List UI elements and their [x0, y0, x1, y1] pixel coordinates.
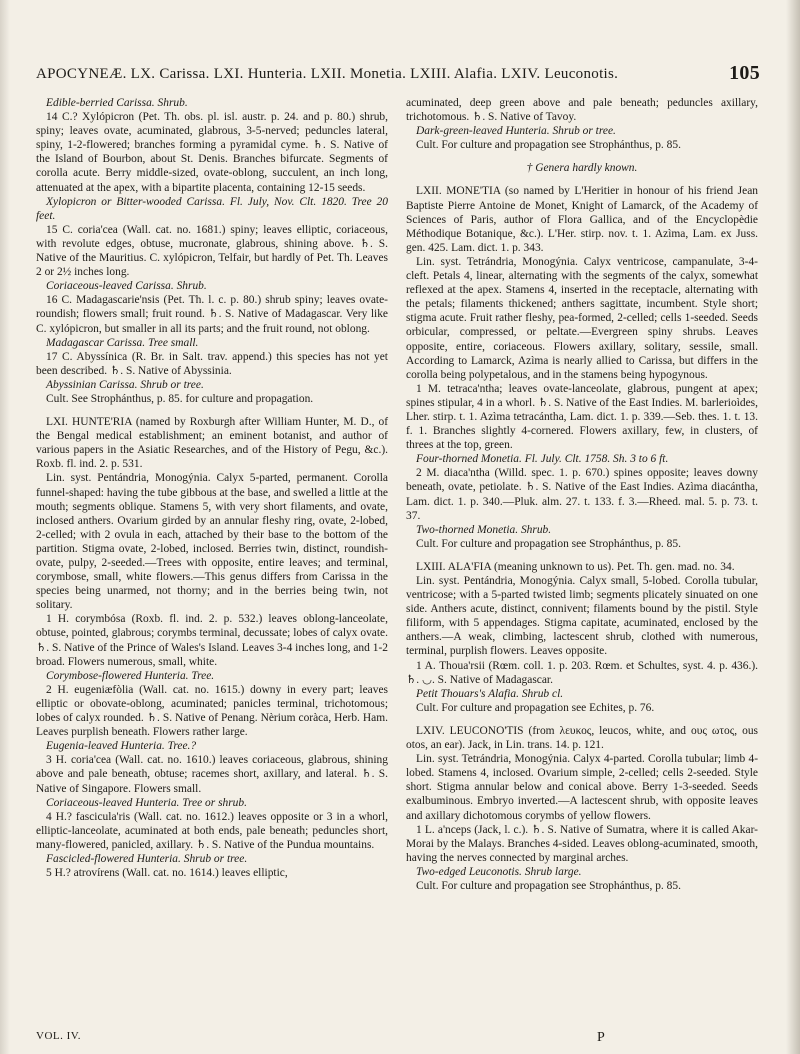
paragraph: Edible-berried Carissa. Shrub. — [46, 97, 188, 109]
paragraph: Dark-green-leaved Hunteria. Shrub or tree. — [416, 125, 616, 138]
paragraph: Abyssinian Carissa. Shrub or tree. — [46, 378, 204, 391]
paragraph: Two-edged Leuconotis. Shrub large. — [416, 865, 582, 878]
paragraph: Lin. syst. Pentándria, Monogýnia. Calyx small, 5-lobed. Corolla tubular, ventricose; with a 5-parted twisted limb; segments plicately sinuated on one side. Anthers acute, distinct, connivent; filaments bound by the pistil. Style filiform, with 5 appendages. Stigma capitate, acuminated, enclosed by the anthers.—A weak, climbing, lactescent shrub, clothed with numerous, terminal, purplish flowers. Leaves opposite. — [406, 575, 758, 658]
running-head — [36, 62, 760, 84]
running-head-text: APOCYNEÆ. LX. Carissa. LXI. Hunteria. LXII. Monetia. LXIII. Alafia. LXIV. Leuconotis. — [36, 66, 619, 82]
paragraph: 16 C. Madagascarie'nsis (Pet. Th. l. c. p. 80.) shrub spiny; leaves ovate-roundish; flowers small; fruit round. ♄. S. Native of Madagascar. Very like C. xylópicron, but smaller in all its parts; and the fruit round, not oblong. — [36, 294, 388, 335]
paragraph: Cult. For culture and propagation see Strophánthus, p. 85. — [416, 879, 681, 892]
volume-label: VOL. IV. — [36, 1030, 82, 1042]
genus-heading: LXIV. LEUCONO'TIS (from λευκος, leucos, white, and ους ωτος, ous otos, an ear). Jack, in Lin. trans. 14. p. 121. — [406, 724, 758, 752]
paragraph: 1 A. Thoua'rsii (Rœm. coll. 1. p. 203. Rœm. et Schultes, syst. 4. p. 436.). ♄. ◡. S. Native of Madagascar. — [406, 659, 758, 686]
page-edge-shadow — [786, 0, 800, 1054]
signature-mark: P — [597, 1030, 605, 1045]
paragraph: Eugenia-leaved Hunteria. Tree.? — [46, 740, 197, 753]
paragraph: Lin. syst. Tetrándria, Monogýnia. Calyx ventricose, campanulate, 3-4-cleft. Petals 4, linear, alternating with the segments of the calyx, somewhat reflexed at the apex. Stamens 4, inserted in the receptacle, alternating with the petals; filaments thickened; anthers sagittate, incumbent. Style short; stigma acute. Fruit rather fleshy, pea-formed, 2-celled; cells 1-seeded. Seeds orbicular, compressed, or peltate.—Evergreen spiny shrubs. Leaves opposite, entire, coriaceous. Flowers axillary, solitary, sessile, small. According to Lamarck, Azìma is nearly allied to Carissa, but differs in the corolla being polypetalous, and in the stamens being hypogynous. — [406, 255, 758, 381]
genus-heading: LXII. MONE'TIA (so named by L'Heritier in honour of his friend Jean Baptiste Pierre Antoine de Monet, Knight of Lamarck, of the Academy of Sciences of Paris, author of Flora Gallica, and of the Encyclopèdie Méthodique Botanique, &c.). L'Her. stirp. nov. t. 1. Azìma, Lam. ex Juss. gen. 425. Lam. dict. 1. p. 343. — [406, 185, 758, 254]
paragraph: Four-thorned Monetia. Fl. July. Clt. 1758. Sh. 3 to 6 ft. — [416, 453, 669, 466]
paragraph: Two-thorned Monetia. Shrub. — [416, 523, 552, 536]
paragraph: Xylopicron or Bitter-wooded Carissa. Fl. July, Nov. Clt. 1820. Tree 20 feet. — [36, 195, 388, 222]
paragraph: Madagascar Carissa. Tree small. — [46, 336, 199, 349]
paragraph: 5 H.? atrovírens (Wall. cat. no. 1614.) leaves elliptic, — [46, 867, 288, 880]
paragraph: Coriaceous-leaved Hunteria. Tree or shrub. — [46, 796, 247, 809]
page-gutter-shadow — [0, 0, 10, 1054]
paragraph: 2 H. eugeniæfòlia (Wall. cat. no. 1615.) downy in every part; leaves elliptic or obovate-oblong, acuminated; panicles terminal, trichotomous; lobes of calyx rounded. ♄. S. Native of Penang. Nèrium coràca, Herb. Ham. Leaves purplish beneath. Flowers rather large. — [36, 683, 388, 739]
paragraph: Fascicled-flowered Hunteria. Shrub or tree. — [46, 852, 248, 865]
paragraph: 14 C.? Xylópicron (Pet. Th. obs. pl. isl. austr. p. 24. and p. 80.) shrub, spiny; leaves ovate, acuminated, glabrous, 3-5-nerved; peduncles lateral, spiny, 1-2-flowered; branches forming a pyramidal cyme. ♄. S. Native of the Island of Bourbon, about St. Denis. Branches bifurcate. Segments of corolla acute. Berry middle-sized, ovate-oblong, succulent, an inch long, attenuated at the apex, with a bipartite placenta, containing 12-15 seeds. — [36, 111, 388, 194]
section-heading: † Genera hardly known. — [526, 162, 638, 175]
paragraph: Lin. syst. Pentándria, Monogýnia. Calyx 5-parted, permanent. Corolla funnel-shaped: having the tube gibbous at the base, and swelled a little at the mouth; segments oblique. Stamens 5, with very short filaments, and ovate, inclosed anthers. Ovarium girded by an annular fleshy ring, ovate, 2-lobed, 2-celled; with 2 ovula in each, attached by their base to the bottom of the partition. Stigma ovate, 2-lobed, inclosed. Berries twin, distinct, roundish-ovate, pulpy, 2-seeded.—Trees with opposite, entire leaves; and terminal, corymbose, small, white flowers.—This genus differs from Carissa in the species being unarmed, not thorny; and in the berries being twin, not solitary. — [36, 472, 388, 612]
paragraph: Cult. See Strophánthus, p. 85. for culture and propagation. — [46, 392, 314, 405]
paragraph: Cult. For culture and propagation see Echites, p. 76. — [416, 701, 655, 714]
paragraph: 3 H. coria'cea (Wall. cat. no. 1610.) leaves coriaceous, glabrous, shining above and pale beneath, obtuse; racemes short, axillary, and lateral. ♄. S. Native of Singapore. Flowers small. — [36, 754, 388, 795]
left-column — [36, 96, 388, 880]
paragraph: Lin. syst. Tetrándria, Monogýnia. Calyx 4-parted. Corolla tubular; limb 4-lobed. Stamens 4, inclosed. Ovarium simple, 2-celled; cells 2-seeded. Style short. Stigma annular below and conical above. Berry 1-3-seeded. Seeds exalbuminous. Embryo inverted.—A lactescent shrub, with opposite leaves and axillary dichotomous corymbs of yellow flowers. — [406, 753, 758, 822]
paragraph: 1 H. corymbósa (Roxb. fl. ind. 2. p. 532.) leaves oblong-lanceolate, obtuse, pointed, glabrous; corymbs terminal, decussate; lobes of calyx ovate. ♄. S. Native of the Prince of Wales's Island. Leaves 3-4 inches long, and 1-2 broad. Flowers numerous, small, white. — [36, 613, 388, 668]
paragraph: 17 C. Abyssínica (R. Br. in Salt. trav. append.) this species has not yet been described. ♄. S. Native of Abyssinia. — [36, 350, 388, 377]
right-column — [406, 96, 758, 893]
paragraph: Coriaceous-leaved Carissa. Shrub. — [46, 280, 207, 293]
paragraph: Cult. For culture and propagation see Strophánthus, p. 85. — [416, 537, 681, 550]
genus-heading: LXIII. ALA'FIA (meaning unknown to us). Pet. Th. gen. mad. no. 34. — [416, 560, 735, 573]
paragraph: 2 M. diaca'ntha (Willd. spec. 1. p. 670.) spines opposite; leaves downy beneath, ovate, petiolate. ♄. S. Native of the East Indies. Azìma diacántha, Lam. dict. 1. p. 340.—Pluk. alm. 27. t. 133. f. 3.—Rheed. mal. 5. p. 73. t. 37. — [406, 467, 758, 522]
paragraph: acuminated, deep green above and pale beneath; peduncles axillary, trichotomous. ♄. S. Native of Tavoy. — [406, 97, 758, 124]
paragraph: Corymbose-flowered Hunteria. Tree. — [46, 669, 215, 682]
paragraph: Cult. For culture and propagation see Strophánthus, p. 85. — [416, 139, 681, 152]
genus-heading: LXI. HUNTE'RIA (named by Roxburgh after William Hunter, M. D., of the Bengal medical establishment; an eminent botanist, and author of various papers in the Asiatic Researches, and of the History of Pegu, &c.). Roxb. fl. ind. 2. p. 531. — [36, 416, 388, 471]
paragraph: 15 C. coria'cea (Wall. cat. no. 1681.) spiny; leaves elliptic, coriaceous, with revolute edges, obtuse, mucronate, glabrous, shining above. ♄. S. Native of the Mauritius. C. xylópicron, Telfair, but hardly of Pet. Th. Leaves 2 or 2½ inches long. — [36, 223, 388, 279]
paragraph: 1 L. a'nceps (Jack, l. c.). ♄. S. Native of Sumatra, where it is called Akar-Morai by the Malays. Branches 4-sided. Leaves oblong-acuminated, smooth, having the nerves connected by marginal arches. — [406, 823, 758, 864]
paragraph: Petit Thouars's Alafia. Shrub cl. — [416, 687, 564, 700]
paragraph: 4 H.? fascicula'ris (Wall. cat. no. 1612.) leaves opposite or 3 in a whorl, elliptic-lanceolate, acuminated at both ends, pale beneath; peduncles short, many-flowered, panicled, axillary. ♄. S. Native of the Pundua mountains. — [36, 810, 388, 851]
page-number: 105 — [729, 62, 760, 84]
paragraph: 1 M. tetraca'ntha; leaves ovate-lanceolate, glabrous, pungent at apex; spines stipular, 4 in a whorl. ♄. S. Native of the East Indies. M. barlerioìdes, Lher. stirp. t. 1. Azìma tetracántha, Lam. dict. 1. p. 339.—Seb. thes. 1. t. 13. f. 1. Branches slightly 4-cornered. Flowers axillary, few, in clusters, of threes at the top, green. — [406, 382, 758, 452]
